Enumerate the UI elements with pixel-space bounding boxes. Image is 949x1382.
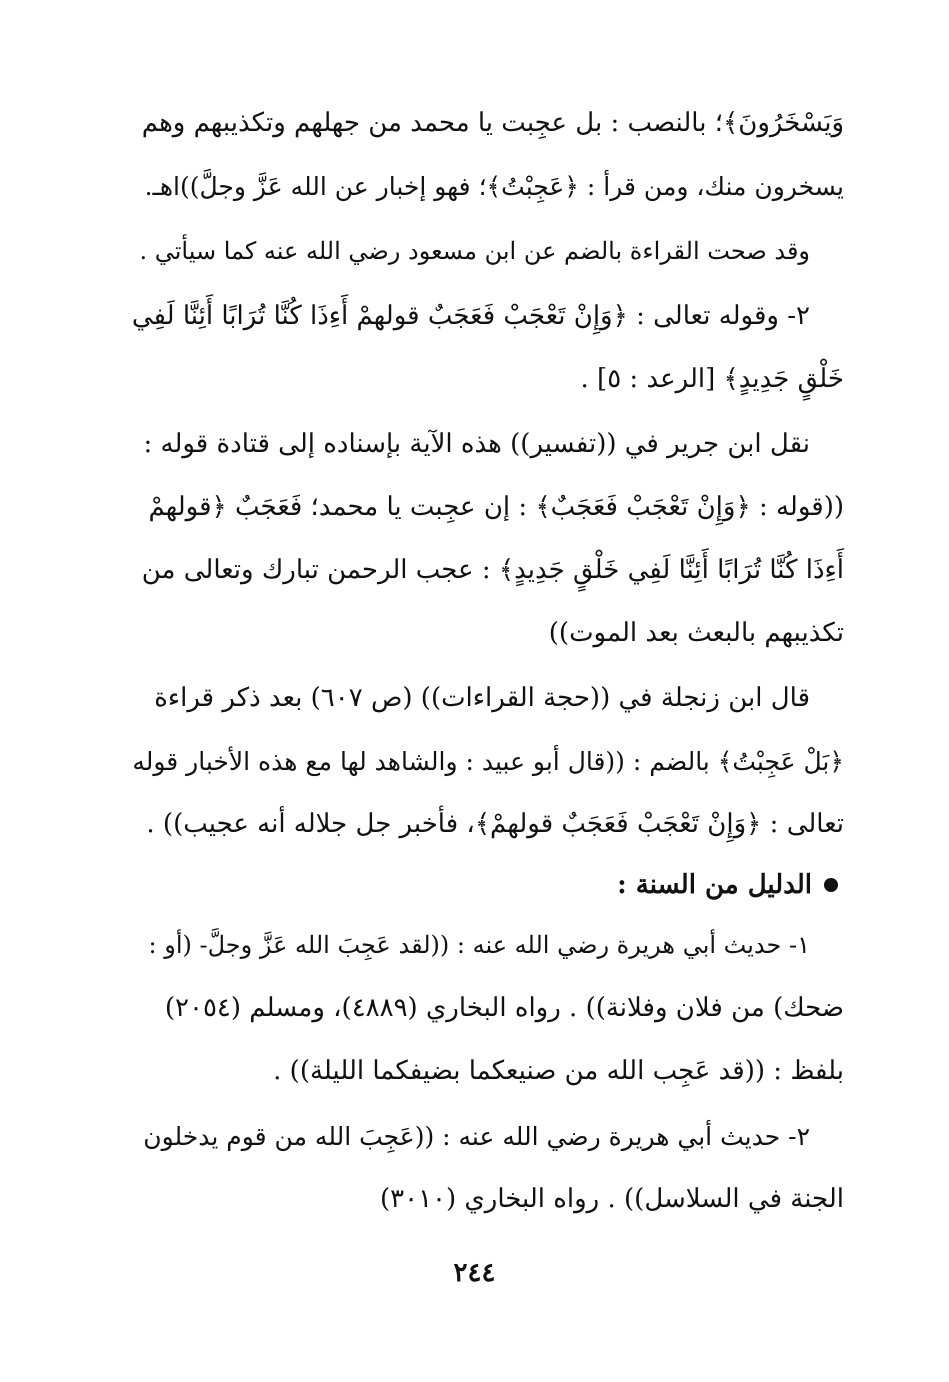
section-heading — [128, 856, 844, 914]
paragraph-1 — [128, 92, 844, 218]
text-line: بلفظ : ((قد عَجِب الله من صنيعكما بضيفكما الليلة)) . — [273, 1056, 844, 1086]
text-line: خَلْقٍ جَدِيدٍ﴾ [الرعد : ٥] . — [580, 364, 844, 394]
text-line: ﴿بَلْ عَجِبْتُ﴾ بالضم : ((قال أبو عبيد : والشاهد لها مع هذه الأخبار قوله — [132, 747, 844, 776]
book-page — [128, 92, 844, 1231]
section-heading-text: الدليل من السنة : — [617, 870, 812, 900]
paragraph-4 — [128, 413, 844, 665]
text-line: الجنة في السلاسل)) . رواه البخاري (٣٠١٠) — [379, 1184, 844, 1214]
paragraph-2 — [128, 220, 844, 283]
text-line: وقد صحت القراءة بالضم عن ابن مسعود رضي الله عنه كما سيأتي . — [139, 237, 810, 265]
text-line: تكذيبهم بالبعث بعد الموت)) — [548, 618, 844, 648]
paragraph-6 — [128, 914, 844, 1103]
text-line: أَءِذَا كُنَّا تُرَابًا أَئِنَّا لَفِي خَلْقٍ جَدِيدٍ﴾ : عجب الرحمن تبارك وتعالى من — [141, 555, 844, 585]
text-line: ١- حديث أبي هريرة رضي الله عنه : ((لقد عَجِبَ الله عَزَّ وجلَّ- (أو : — [148, 931, 810, 959]
text-line: قال ابن زنجلة في ((حجة القراءات)) (ص ٦٠٧) بعد ذكر قراءة — [154, 683, 810, 713]
text-line: ((قوله : ﴿وَإِنْ تَعْجَبْ فَعَجَبٌ﴾ : إن عجِبت يا محمد؛ فَعَجَبٌ ﴿قولهمْ — [148, 492, 844, 522]
paragraph-7 — [128, 1105, 844, 1231]
text-line: تعالى : ﴿وَإِنْ تَعْجَبْ فَعَجَبٌ قولهمْ﴾، فأخبر جل جلاله أنه عجيب)) . — [146, 809, 844, 839]
paragraph-5 — [128, 667, 844, 856]
text-line: نقل ابن جرير في ((تفسير)) هذه الآية بإسناده إلى قتادة قوله : — [143, 429, 810, 459]
paragraph-3 — [128, 285, 844, 411]
text-line: ٢- حديث أبي هريرة رضي الله عنه : ((عَجِبَ الله من قوم يدخلون — [143, 1122, 810, 1151]
page-number: ٢٤٤ — [453, 1258, 496, 1288]
text-line: ضحك) من فلان وفلانة)) . رواه البخاري (٤٨٨٩)، ومسلم (٢٠٥٤) — [164, 993, 844, 1023]
text-line: يسخرون منك، ومن قرأ : ﴿عَجِبْتُ﴾؛ فهو إخبار عن الله عَزَّ وجلَّ))اهـ. — [144, 172, 844, 201]
text-line: وَيَسْخَرُونَ﴾؛ بالنصب : بل عجِبت يا محمد من جهلهم وتكذيبهم وهم — [141, 108, 844, 138]
bullet-icon — [824, 878, 838, 892]
text-line: ٢- وقوله تعالى : ﴿وَإِنْ تَعْجَبْ فَعَجَبٌ قولهمْ أَءِذَا كُنَّا تُرَابًا أَئِنَّا لَفِي — [131, 301, 810, 331]
